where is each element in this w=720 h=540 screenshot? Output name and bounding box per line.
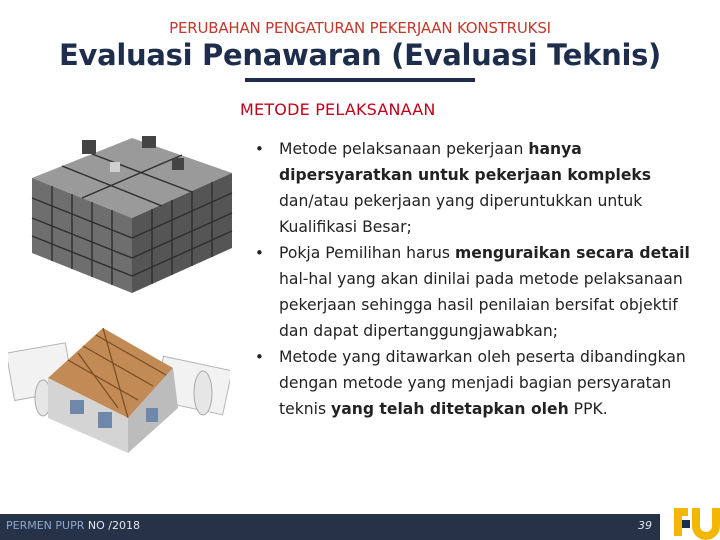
bullet-dot-icon: • — [255, 140, 264, 158]
supertitle: PERUBAHAN PENGATURAN PEKERJAAN KONSTRUKSI — [169, 19, 551, 37]
list-item — [253, 240, 703, 344]
bullet-dot-icon: • — [255, 244, 264, 262]
bullet-dot-icon: • — [255, 348, 264, 366]
footer-regulation: PERMEN PUPR NO /2018 — [6, 519, 140, 532]
section-heading: METODE PELAKSANAAN — [240, 100, 436, 119]
pupr-logo-icon — [664, 504, 720, 540]
bullet-list — [253, 136, 703, 422]
page-title: Evaluasi Penawaran (Evaluasi Teknis) — [58, 38, 662, 72]
title-underline — [245, 78, 475, 82]
bullet-text-1: Metode pelaksanaan pekerjaan hanya dipersyaratkan untuk pekerjaan kompleks dan/atau pekerjaan yang diperuntukkan untuk Kualifikasi Besar; — [279, 140, 652, 236]
bullet-text-2: Pokja Pemilihan harus menguraikan secara detail hal-hal yang akan dinilai pada metode pelaksanaan pekerjaan sehingga hasil penilaian bersifat objektif dan dapat dipertanggungjawabkan; — [279, 244, 690, 340]
bullet-text-3: Metode yang ditawarkan oleh peserta dibandingkan dengan metode yang menjadi bagian persyaratan teknis yang telah ditetapkan oleh PPK. — [279, 348, 686, 418]
page-number: 39 — [638, 519, 652, 532]
footer — [0, 504, 720, 540]
building-construction-illustration — [22, 118, 237, 298]
list-item — [253, 136, 703, 240]
house-blueprint-illustration — [8, 308, 230, 458]
list-item — [253, 344, 703, 422]
